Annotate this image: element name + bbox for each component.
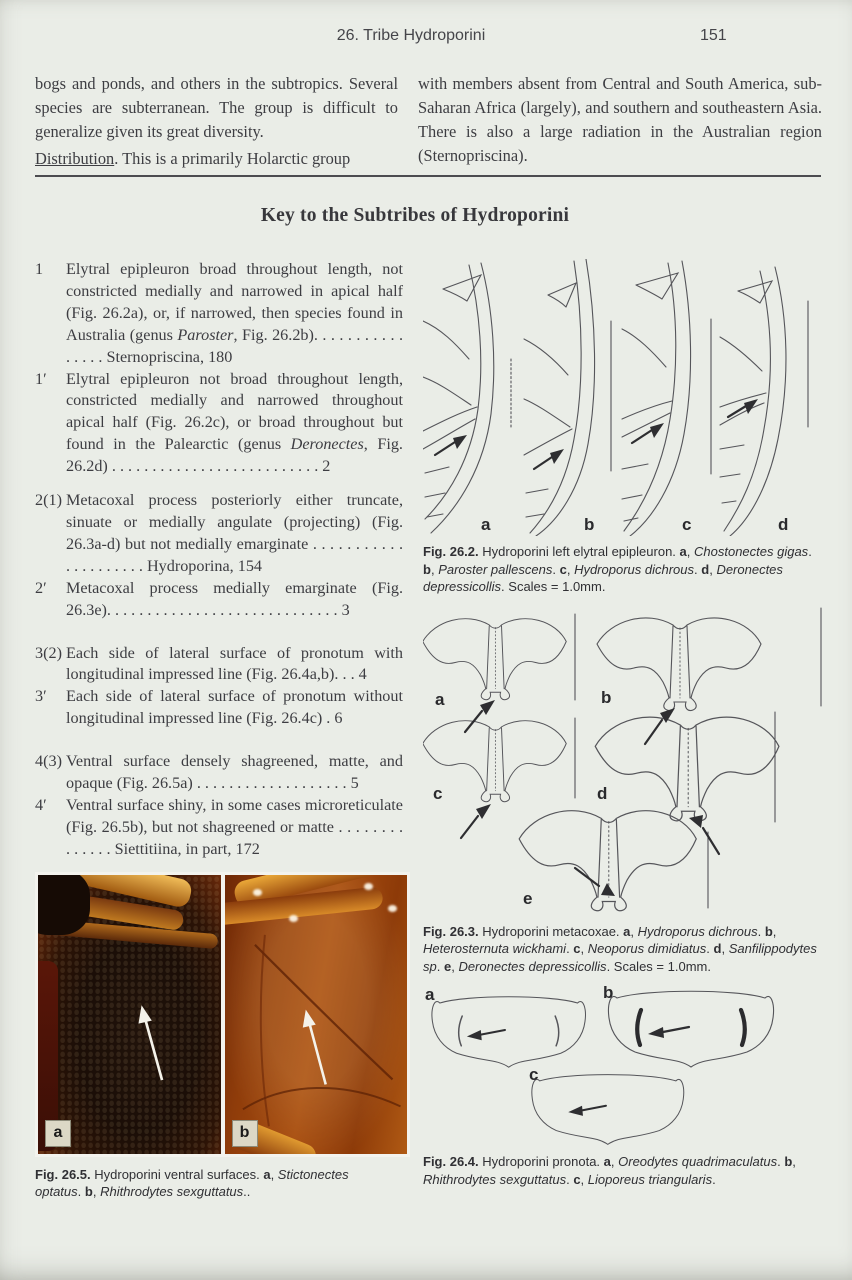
figure-26-5-photos — [35, 872, 410, 1157]
key-item-text: Metacoxal process medially emarginate (Fig. 26.3e). . . . . . . . . . . . . . . . . . . . . . . . . . . . . 3 — [66, 578, 403, 619]
distribution-paragraph: Distribution. This is a primarily Holarctic group — [35, 149, 351, 168]
key-item-number: 4(3) — [35, 752, 62, 771]
section-rule — [35, 175, 821, 177]
fig262-label-a: a — [481, 515, 491, 534]
metacoxa-d — [595, 717, 779, 821]
key-item-4 — [35, 751, 403, 795]
key-item-number: 2(1) — [35, 491, 62, 510]
figure-26-4-caption: Fig. 26.4. Hydroporini pronota. a, Oreodytes quadrimaculatus. b, Rhithrodytes sexguttatus. c, Lioporeus triangularis. — [423, 1154, 796, 1187]
key-item-number: 3′ — [35, 687, 47, 706]
key-item-text: Ventral surface densely shagreened, matte, and opaque (Fig. 26.5a) . . . . . . . . . . . . . . . . . . . 5 — [66, 752, 403, 793]
fig264-label-c: c — [529, 1065, 539, 1084]
left-column — [35, 259, 403, 1201]
figure-26-4-drawing — [423, 984, 825, 1146]
fig264-label-b: b — [603, 984, 614, 1002]
key-item-number: 2′ — [35, 578, 47, 597]
pronotum-c — [532, 1075, 684, 1145]
photo-panel-a — [38, 875, 221, 1154]
key-item-text: Metacoxal process posteriorly either truncate, sinuate or medially angulate (projecting) (Fig. 26.3a-d) but not medially emarginate . . . . . . . . . . . . . . . . . . . . . Hydroporina, 154 — [66, 491, 403, 575]
running-head: 26. Tribe Hydroporini — [336, 27, 486, 44]
main-columns — [35, 259, 827, 1201]
fig263-label-e: e — [523, 888, 533, 908]
figure-26-3-caption: Fig. 26.3. Hydroporini metacoxae. a, Hydroporus dichrous. b, Heterosternuta wickhami. c, Neoporus dimidiatus. d, Sanfilippodytes sp. e, Deronectes depressicollis. Scales = 1.0mm. — [423, 923, 817, 974]
figure-26-2-drawing — [423, 259, 825, 536]
intro-left-column — [35, 72, 398, 171]
pointer-arrow-white — [38, 875, 220, 1154]
fig262-label-b: b — [584, 515, 595, 534]
photo-panel-b — [225, 875, 408, 1154]
key-item-2 — [35, 490, 403, 578]
key-item-3 — [35, 643, 403, 687]
pronotum-b — [608, 991, 773, 1067]
fig264-label-a: a — [425, 985, 435, 1004]
key-item-number: 1′ — [35, 369, 47, 388]
fig262-label-d: d — [778, 515, 789, 534]
key-item-text: Each side of lateral surface of pronotum with longitudinal impressed line (Fig. 26.4a,b). . . 4 — [66, 643, 403, 684]
figure-26-3-drawing — [423, 606, 825, 914]
key-item-text: Ventral surface shiny, in some cases microreticulate (Fig. 26.5b), but not shagreened or matte . . . . . . . . . . . . . . Siettitiina, in part, 172 — [66, 795, 403, 858]
epipleuron-a — [423, 263, 511, 534]
key-item-number: 3(2) — [35, 643, 62, 662]
metacoxa-e — [519, 810, 696, 910]
key-item-1 — [35, 259, 403, 369]
figure-26-2-caption: Fig. 26.2. Hydroporini left elytral epipleuron. a, Chostonectes gigas. b, Paroster pallescens. c, Hydroporus dichrous. d, Deronectes depressicollis. Scales = 1.0mm. — [423, 544, 812, 594]
intro-paragraph: bogs and ponds, and others in the subtropics. Several species are subterranean. The group is difficult to generalize given its great diversity. — [35, 74, 398, 141]
intro-paragraph-continued: with members absent from Central and South America, sub-Saharan Africa (largely), and southern and southeastern Asia. There is also a large radiation in the Australian region (Sternopriscina). — [418, 74, 822, 165]
key-item-1prime — [35, 369, 403, 479]
right-column — [423, 259, 827, 1188]
intro-section — [35, 72, 822, 171]
photo-label-b: b — [232, 1120, 258, 1147]
pronotum-a — [432, 997, 585, 1067]
epipleuron-b — [524, 259, 611, 536]
page-number: 151 — [700, 27, 727, 44]
key-item-number: 4′ — [35, 795, 47, 814]
fig263-label-d: d — [597, 783, 608, 803]
fig263-label-a: a — [435, 689, 445, 709]
fig263-label-c: c — [433, 783, 443, 803]
key-item-3prime — [35, 686, 403, 730]
figure-26-5-caption: Fig. 26.5. Hydroporini ventral surfaces. a, Stictonectes optatus. b, Rhithrodytes sexguttatus.. — [35, 1166, 349, 1200]
metacoxa-b — [597, 617, 761, 710]
key-item-number: 1 — [35, 260, 44, 278]
epipleuron-c — [622, 261, 711, 536]
key-item-text: Elytral epipleuron not broad throughout length, constricted medially and narrowed throughout apical half (Fig. 26.2c), or broad throughout but found in the Palearctic (genus Deronectes, Fig. 26.2d) . . . . . . . . . . . . . . . . . . . . . . . . . . 2 — [66, 369, 403, 476]
metacoxa-a — [423, 618, 566, 699]
fig263-label-b: b — [601, 687, 612, 707]
metacoxa-c — [423, 720, 566, 801]
key-item-text: Elytral epipleuron broad throughout length, not constricted medially and narrowed in apical half (Fig. 26.2a), or, if narrowed, then species found in Australia (genus Paroster, Fig. 26.2b). . . . . . . . . . . . . . . . Sternopriscina, 180 — [66, 260, 403, 366]
key-item-2prime — [35, 578, 403, 622]
epipleuron-d — [720, 267, 808, 536]
photo-b-veins-and-arrow — [225, 875, 407, 1153]
fig262-label-c: c — [682, 515, 692, 534]
intro-right-column — [418, 72, 822, 171]
key-item-4prime — [35, 795, 403, 861]
photo-label-a: a — [45, 1120, 71, 1147]
key-item-text: Each side of lateral surface of pronotum without longitudinal impressed line (Fig. 26.4c) . 6 — [66, 687, 403, 728]
key-heading: Key to the Subtribes of Hydroporini — [260, 205, 570, 226]
